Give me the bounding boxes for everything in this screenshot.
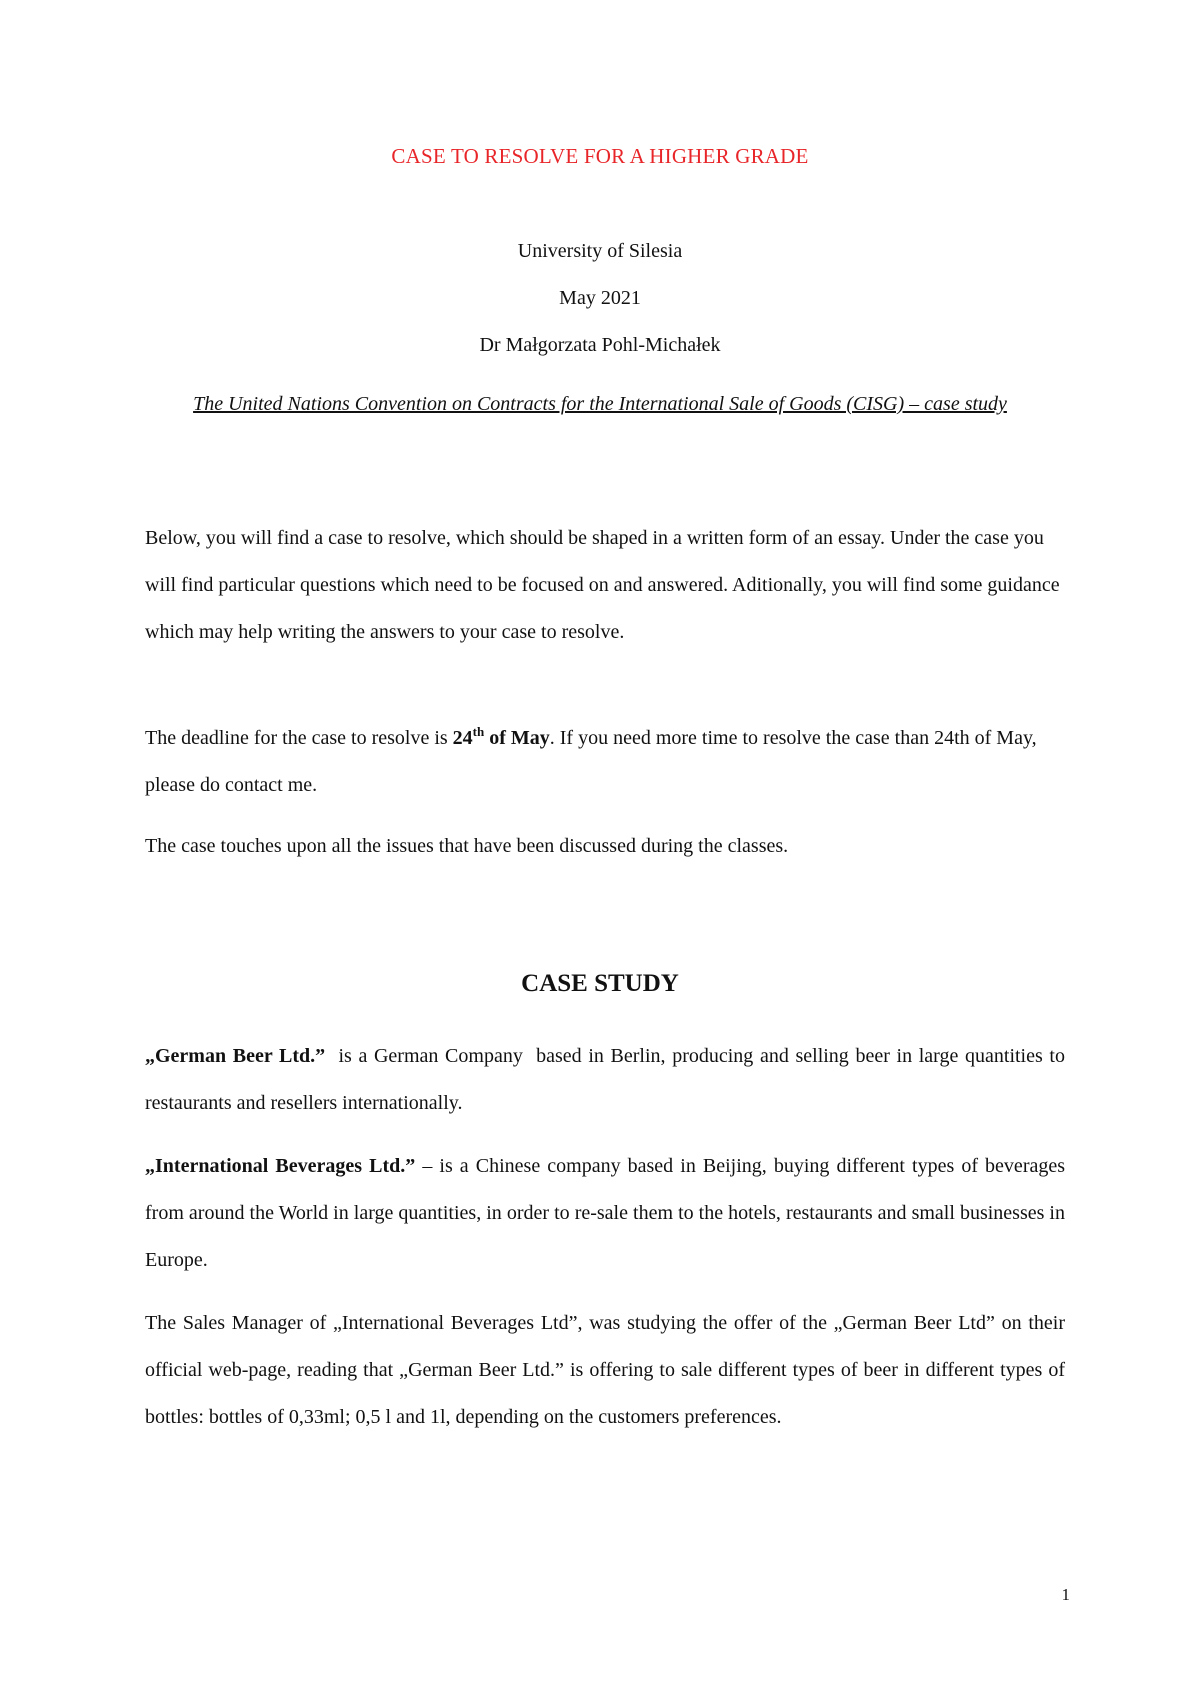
company-name-german-beer: „German Beer Ltd.”: [145, 1045, 326, 1067]
document-title: CASE TO RESOLVE FOR A HIGHER GRADE: [391, 144, 809, 168]
document-date: May 2021: [559, 287, 641, 309]
page-number: 1: [1061, 1585, 1070, 1604]
intro-paragraph-1: Below, you will find a case to resolve, which should be shaped in a written form of an essay. Under the case you will find particular questions which need to be focused on and answered. Aditionally, you will find some guidance which may help writing the answers to your case to resolve.: [145, 527, 1060, 643]
deadline-text-before: The deadline for the case to resolve is: [145, 727, 453, 749]
section-heading-case-study: CASE STUDY: [521, 970, 679, 997]
intro-paragraph-3: The case touches upon all the issues that have been discussed during the classes.: [145, 835, 789, 857]
intro-paragraph-deadline: [145, 715, 1065, 809]
case-paragraph-sales-manager: The Sales Manager of „International Beverages Ltd”, was studying the offer of the „German Beer Ltd” on their official web-page, reading that „German Beer Ltd.” is offering to sale different types of beer in different types of bottles: bottles of 0,33ml; 0,5 l and 1l, depending on the customers preferences.: [145, 1312, 1065, 1428]
university-name: University of Silesia: [517, 240, 683, 262]
company-name-international-beverages: „International Beverages Ltd.”: [145, 1155, 416, 1177]
case-paragraph-international-beverages: „International Beverages Ltd.” – is a Chinese company based in Beijing, buying different types of beverages from around the World in large quantities, in order to re-sale them to the hotels, restaurants and small businesses in Europe.: [145, 1155, 1066, 1271]
deadline-date: 24th of May: [452, 724, 550, 749]
author-name: Dr Małgorzata Pohl-Michałek: [479, 334, 721, 356]
document-subtitle: The United Nations Convention on Contracts for the International Sale of Goods (CISG) – case study: [193, 393, 1007, 415]
case-paragraph-german-beer: „German Beer Ltd.” is a German Company based in Berlin, producing and selling beer in large quantities to restaurants and resellers internationally.: [145, 1045, 1070, 1114]
deadline-text-after: . If you need more time to resolve the case than 24th of May, please do contact me.: [145, 727, 1037, 796]
